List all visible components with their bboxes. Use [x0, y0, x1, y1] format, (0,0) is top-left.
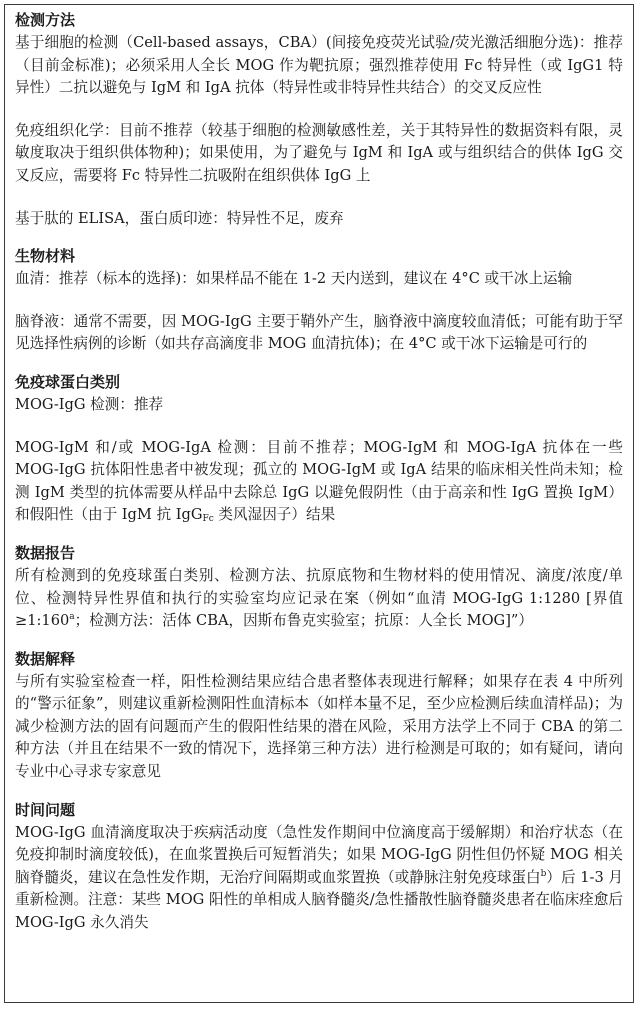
section-heading: 时间问题: [15, 800, 76, 819]
paragraph: MOG-IgG 检测：推荐: [15, 395, 164, 413]
paragraph: 基于肽的 ELISA，蛋白质印迹：特异性不足，废弃: [15, 209, 344, 227]
paragraph: 与所有实验室检查一样，阳性检测结果应结合患者整体表现进行解释；如果存在表 4 中所列的“警示征象”，则建议重新检测阳性血清标本（如样本量不足，至少应检测后续血清样品)；为减少检测方法的固有问题而产生的假阳性结果的潜在风险，采用方法学上不同于 CBA 的第二种方法（并且在结果不一致的情况下，选择第三种方法）进行检测是可取的；如有疑问，请向专业中心寻求专家意见: [15, 672, 623, 781]
paragraph-text: 所有检测到的免疫球蛋白类别、检测方法、抗原底物和生物材料的使用情况、滴度/浓度/单位、检测特异性界值和执行的实验室均应记录在案（例如“血清 MOG-IgG 1:1280 [界值≥1:160: [15, 566, 623, 630]
section-heading: 检测方法: [15, 11, 76, 29]
paragraph: [15, 822, 623, 935]
paragraph: [15, 565, 623, 633]
paragraph: 脑脊液：通常不需要，因 MOG-IgG 主要于鞘外产生，脑脊液中滴度较血清低；可能有助于罕见选择性病例的诊断（如共存高滴度非 MOG 血清抗体)；在 4°C 或干冰下运输是可行的: [15, 312, 623, 353]
section-heading: 免疫球蛋白类别: [15, 372, 121, 391]
footnote-marker: b: [540, 868, 547, 879]
section-data-reporting: [15, 541, 623, 633]
subscript: Fc: [202, 514, 214, 525]
paragraph-text: MOG-IgG 血清滴度取决于疾病活动度（急性发作期间中位滴度高于缓解期）和治疗状态（在免疫抑制时滴度较低)，在血浆置换后可短暂消失；如果 MOG-IgG 阴性但仍怀疑 MOG 相关脑脊髓炎，建议在急性发作期，无治疗间隔期或血浆置换（或静脉注射免疫球蛋白: [15, 823, 623, 886]
paragraph-text: ）后 1-3 月重新检测。注意：某些 MOG 阳性的单相成人脑脊髓炎/急性播散性脑脊髓炎患者在临床痊愈后 MOG-IgG 永久消失: [15, 868, 623, 932]
section-biomaterials: [15, 244, 623, 356]
section-data-interpretation: [15, 647, 623, 784]
table-frame: [4, 4, 634, 1003]
section-heading: 数据报告: [15, 543, 76, 562]
paragraph: 基于细胞的检测（Cell-based assays，CBA）(间接免疫荧光试验/荧光激活细胞分选)：推荐（目前金标准)；必须采用人全长 MOG 作为靶抗原；强烈推荐使用 Fc 特异性（或 IgG1 特异性）二抗以避免与 IgM 和 IgA 抗体（特异性或非特异性共结合）的交叉反应性: [15, 34, 623, 97]
section-heading: 生物材料: [15, 247, 76, 266]
section-timing-issues: [15, 798, 623, 935]
paragraph-text: MOG-IgM 和/或 MOG-IgA 检测：目前不推荐；MOG-IgM 和 MOG-IgA 抗体在一些 MOG-IgG 抗体阳性患者中被发现；孤立的 MOG-IgM 或 IgA 结果的临床相关性尚未知；检测 IgM 类型的抗体需要从样品中去除总 IgG 以避免假阴性（由于高亲和性 IgG 置换 IgM）和假阳性（由于 IgM 抗 IgG: [15, 438, 623, 524]
paragraph: 免疫组织化学：目前不推荐（较基于细胞的检测敏感性差，关于其特异性的数据资料有限，灵敏度取决于组织供体物种)；如果使用，为了避免与 IgM 和 IgA 或与组织结合的供体 IgG 交叉反应，需要将 Fc 特异性二抗吸附在组织供体 IgG 上: [15, 121, 623, 184]
section-detection-methods: [15, 8, 623, 230]
paragraph-text: ；检测方法：活体 CBA，因斯布鲁克实验室；抗原：人全长 MOG]”）: [74, 612, 533, 630]
paragraph: 血清：推荐（标本的选择)：如果样品不能在 1-2 天内送到，建议在 4°C 或干冰上运输: [15, 270, 573, 288]
paragraph-text: 类风湿因子）结果: [213, 506, 336, 524]
footnote-marker: a: [69, 612, 75, 623]
section-immunoglobulin-class: [15, 370, 623, 527]
paragraph: [15, 437, 623, 527]
section-heading: 数据解释: [15, 649, 76, 668]
